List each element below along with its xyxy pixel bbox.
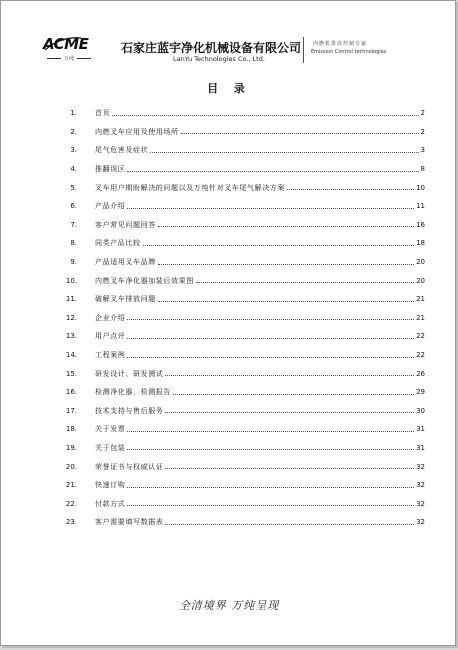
toc-entry-number: 18. <box>65 425 77 434</box>
toc-entry-label: 产品介绍 <box>95 202 126 211</box>
toc-entry-page: 32 <box>416 462 425 471</box>
toc-entry-number: 17. <box>65 406 77 415</box>
toc-dot-leader <box>158 264 414 265</box>
page-header <box>41 35 421 69</box>
toc-dot-leader <box>127 431 414 432</box>
toc-entry-page: 22 <box>416 351 425 360</box>
toc-entry-number: 11. <box>65 295 77 304</box>
toc-entry-label: 关于包装 <box>95 443 126 452</box>
toc-entry[interactable] <box>57 327 425 346</box>
toc-entry-page: 21 <box>416 313 425 322</box>
toc-entry[interactable] <box>57 178 425 197</box>
toc-entry[interactable] <box>57 271 425 290</box>
tagline-cn: 内燃机排放控制专家 <box>313 41 368 47</box>
toc-entry[interactable] <box>57 364 425 383</box>
toc-entry-page: 2 <box>420 127 425 136</box>
toc-dot-leader <box>287 189 414 190</box>
toc-dot-leader <box>165 412 414 413</box>
toc-entry-label: 研发设计、研发测试 <box>95 369 164 378</box>
toc-entry[interactable] <box>57 402 425 421</box>
toc-dot-leader <box>127 319 414 320</box>
toc-entry-number: 12. <box>65 313 77 322</box>
toc-dot-leader <box>173 394 414 395</box>
tagline-en: Emission Control technologies <box>311 49 387 55</box>
toc-entry-page: 20 <box>416 258 425 267</box>
toc-dot-leader <box>127 208 414 209</box>
toc-entry-number: 5. <box>70 183 77 192</box>
toc-entry-number: 23. <box>65 518 77 527</box>
company-name-cn: 石家庄蓝宇净化机械设备有限公司 <box>121 41 302 55</box>
toc-entry-page: 21 <box>416 295 425 304</box>
toc-dot-leader <box>127 449 414 450</box>
toc-entry-page: 31 <box>416 443 425 452</box>
toc-entry-label: 内燃叉车净化器加装后效果图 <box>95 276 194 285</box>
toc-entry-label: 推翻误区 <box>95 165 126 174</box>
toc-entry-label: 同类产品比较 <box>95 239 141 248</box>
toc-entry-number: 13. <box>65 332 77 341</box>
company-name-en: LanYu Technologies Co., Ltd. <box>173 55 265 63</box>
toc-entry[interactable] <box>57 234 425 253</box>
toc-entry[interactable] <box>57 123 425 142</box>
toc-entry[interactable] <box>57 141 425 160</box>
toc-entry-page: 29 <box>416 388 425 397</box>
toc-title: 目 录 <box>207 82 251 95</box>
toc-entry-label: 客户需要填写数据表 <box>95 518 164 527</box>
toc-dot-leader <box>158 226 414 227</box>
toc-entry-label: 快速订购 <box>95 481 126 490</box>
toc-entry-number: 6. <box>70 202 77 211</box>
company-logo <box>41 35 97 67</box>
toc-entry[interactable] <box>57 104 425 123</box>
table-of-contents <box>57 104 425 532</box>
toc-entry[interactable] <box>57 290 425 309</box>
header-divider <box>303 37 304 63</box>
toc-entry-label: 尾气危害及症状 <box>95 146 149 155</box>
toc-entry-page: 8 <box>420 165 425 174</box>
toc-entry[interactable] <box>57 160 425 179</box>
toc-entry-page: 3 <box>420 146 425 155</box>
toc-entry-label: 企业介绍 <box>95 313 126 322</box>
toc-dot-leader <box>196 282 414 283</box>
toc-dot-leader <box>112 115 418 116</box>
toc-dot-leader <box>127 357 414 358</box>
toc-entry-label: 关于发票 <box>95 425 126 434</box>
toc-entry-page: 26 <box>416 369 425 378</box>
toc-entry-page: 20 <box>416 276 425 285</box>
toc-entry-number: 1. <box>70 109 77 118</box>
toc-entry[interactable] <box>57 346 425 365</box>
toc-dot-leader <box>158 301 414 302</box>
toc-entry-page: 16 <box>416 220 425 229</box>
toc-entry-page: 32 <box>416 481 425 490</box>
toc-entry-label: 用户点评 <box>95 332 126 341</box>
toc-entry[interactable] <box>57 216 425 235</box>
toc-entry-number: 20. <box>65 462 77 471</box>
toc-entry-label: 首页 <box>95 109 111 118</box>
toc-entry-number: 14. <box>65 351 77 360</box>
toc-entry-number: 9. <box>70 258 77 267</box>
toc-entry-label: 产品适用叉车品牌 <box>95 258 156 267</box>
toc-entry-label: 检测净化器，检测报告 <box>95 388 171 397</box>
toc-entry[interactable] <box>57 383 425 402</box>
toc-dot-leader <box>143 245 414 246</box>
toc-dot-leader <box>165 375 414 376</box>
toc-dot-leader <box>127 171 418 172</box>
toc-dot-leader <box>127 338 414 339</box>
toc-entry-page: 10 <box>416 183 425 192</box>
toc-entry-page: 30 <box>416 406 425 415</box>
toc-dot-leader <box>150 152 418 153</box>
toc-entry[interactable] <box>57 494 425 513</box>
toc-entry-number: 19. <box>65 443 77 452</box>
toc-entry[interactable] <box>57 197 425 216</box>
toc-entry[interactable] <box>57 420 425 439</box>
toc-dot-leader <box>165 524 414 525</box>
toc-entry[interactable] <box>57 439 425 458</box>
toc-entry[interactable] <box>57 513 425 532</box>
toc-entry-number: 7. <box>70 220 77 229</box>
toc-entry-page: 31 <box>416 425 425 434</box>
toc-entry-label: 付款方式 <box>95 499 126 508</box>
toc-entry-label: 内燃叉车应用及使用场所 <box>95 127 179 136</box>
logo-text: ACME <box>43 35 89 53</box>
toc-entry[interactable] <box>57 476 425 495</box>
toc-entry-label: 破解叉车排放问题 <box>95 295 156 304</box>
toc-entry-page: 18 <box>416 239 425 248</box>
toc-entry[interactable] <box>57 253 425 272</box>
toc-entry[interactable] <box>57 457 425 476</box>
toc-entry-number: 4. <box>70 165 77 174</box>
toc-entry[interactable] <box>57 309 425 328</box>
toc-entry-number: 15. <box>65 369 77 378</box>
toc-entry-number: 8. <box>70 239 77 248</box>
toc-entry-page: 11 <box>416 202 425 211</box>
toc-entry-label: 叉车用户期盼解决的问题以及万纯针对叉车尾气解决方案 <box>95 183 285 192</box>
toc-entry-number: 3. <box>70 146 77 155</box>
toc-entry-label: 工程案例 <box>95 351 126 360</box>
toc-entry-page: 32 <box>416 499 425 508</box>
toc-entry-number: 10. <box>65 276 77 285</box>
toc-entry-number: 2. <box>70 127 77 136</box>
toc-entry-page: 32 <box>416 518 425 527</box>
toc-dot-leader <box>165 468 414 469</box>
toc-dot-leader <box>127 487 414 488</box>
toc-dot-leader <box>127 505 414 506</box>
toc-entry-label: 客户常见问题回答 <box>95 220 156 229</box>
toc-entry-page: 22 <box>416 332 425 341</box>
logo-subtext: 万纯 <box>41 55 97 62</box>
slogan: 全清境界 万纯呈现 <box>178 599 280 612</box>
toc-entry-page: 2 <box>420 109 425 118</box>
toc-entry-label: 技术支持与售后服务 <box>95 406 164 415</box>
toc-entry-number: 21. <box>65 481 77 490</box>
toc-entry-number: 16. <box>65 388 77 397</box>
toc-entry-number: 22. <box>65 499 77 508</box>
toc-dot-leader <box>181 133 419 134</box>
toc-entry-label: 荣誉证书与权威认证 <box>95 462 164 471</box>
